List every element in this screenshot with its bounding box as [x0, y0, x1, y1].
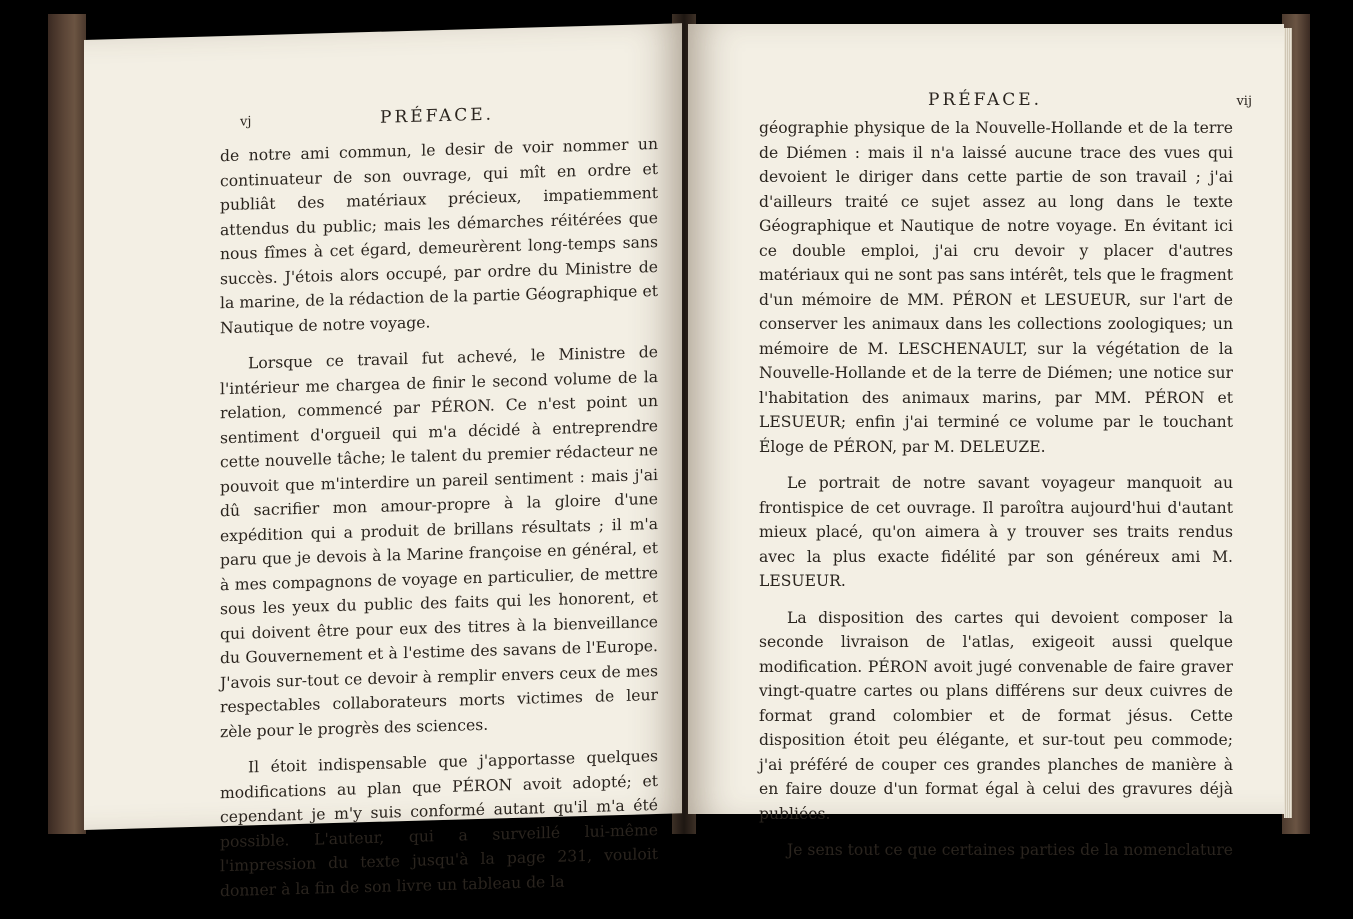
- book-cover-left: [48, 14, 86, 834]
- open-book: [48, 14, 1310, 900]
- paragraph: géographie physique de la Nouvelle-Hollande et de la terre de Diémen : mais il n'a laissé aucune trace des vues qui devoient le diriger dans cette partie de son travail ; j'ai d'ailleurs traité ce sujet assez au long dans le texte Géographique et Nautique de notre voyage. En évitant ici ce double emploi, j'ai cru devoir y placer d'autres matériaux qui ne sont pas sans intérêt, tels que le fragment d'un mémoire de MM. PÉRON et LESUEUR, sur l'art de conserver les animaux dans les collections zoologiques; un mémoire de M. LESCHENAULT, sur la végétation de la Nouvelle-Hollande et de la terre de Diémen; une notice sur l'habitation des animaux marins, par MM. PÉRON et LESUEUR; enfin j'ai terminé ce volume par le touchant Éloge de PÉRON, par M. DELEUZE.: [759, 119, 1233, 456]
- right-page-text: [759, 116, 1233, 875]
- running-title: PRÉFACE.: [928, 90, 1043, 110]
- page-edges: [1284, 28, 1292, 818]
- paragraph: Je sens tout ce que certaines parties de la nomenclature: [787, 841, 1233, 859]
- paragraph: La disposition des cartes qui devoient composer la seconde livraison de l'atlas, exigeoit aussi quelque modification. PÉRON avoit jugé convenable de faire graver vingt-quatre cartes ou plans différens sur deux cuivres de format grand colombier et de format jésus. Cette disposition étoit peu élégante, et sur-tout peu commode; j'ai préféré de couper ces grandes planches de manière à en faire douze d'un format égal à celui des gravures déjà publiées.: [759, 608, 1233, 823]
- left-page-text: [220, 132, 658, 915]
- paragraph: Il étoit indispensable que j'apportasse quelques modifications au plan que PÉRON avoit adopté; et cependant je m'y suis conformé autant qu'il m'a été possible. L'auteur, qui a surveillé lui-même l'impression du texte jusqu'à la page 231, vouloit donner à la fin de son livre un tableau de la: [220, 746, 658, 900]
- paragraph: Le portrait de notre savant voyageur manquoit au frontispice de cet ouvrage. Il paroîtra aujourd'hui d'autant mieux placé, qu'on aimera à y trouver ses traits rendus avec la plus exacte fidélité par son généreux ami M. LESUEUR.: [759, 474, 1233, 590]
- paragraph: de notre ami commun, le desir de voir nommer un continuateur de son ouvrage, qui mît en ordre et publiât des matériaux précieux, impatiemment attendus du public; mais les démarches réitérées que nous fîmes à cet égard, demeurèrent long-temps sans succès. J'étois alors occupé, par ordre du Ministre de la marine, de la rédaction de la partie Géographique et Nautique de notre voyage.: [220, 134, 658, 337]
- running-title: PRÉFACE.: [380, 104, 495, 128]
- left-page: [84, 23, 682, 900]
- right-page: [688, 24, 1284, 859]
- page-number: vj: [240, 114, 252, 130]
- page-number: vij: [1236, 94, 1252, 109]
- paragraph: Lorsque ce travail fut achevé, le Ministre de l'intérieur me chargea de finir le second volume de la relation, commencé par PÉRON. Ce n'est point un sentiment d'orgueil qui m'a décidé à entreprendre cette nouvelle tâche; le talent du premier rédacteur ne pouvoit que m'interdire un pareil sentiment : mais j'ai dû sacrifier mon amour-propre à la gloire d'une expédition qui a produit de brillans résultats ; il m'a paru que je devois à la Marine françoise en général, et à mes compagnons de voyage en particulier, de mettre sous les yeux du public des faits qui les honorent, et qui doivent être pour eux des titres à la bienveillance du Gouvernement et à l'estime des savans de l'Europe. J'avois sur-tout ce devoir à remplir envers ceux de mes respectables collaborateurs morts victimes de leur zèle pour le progrès des sciences.: [220, 342, 658, 741]
